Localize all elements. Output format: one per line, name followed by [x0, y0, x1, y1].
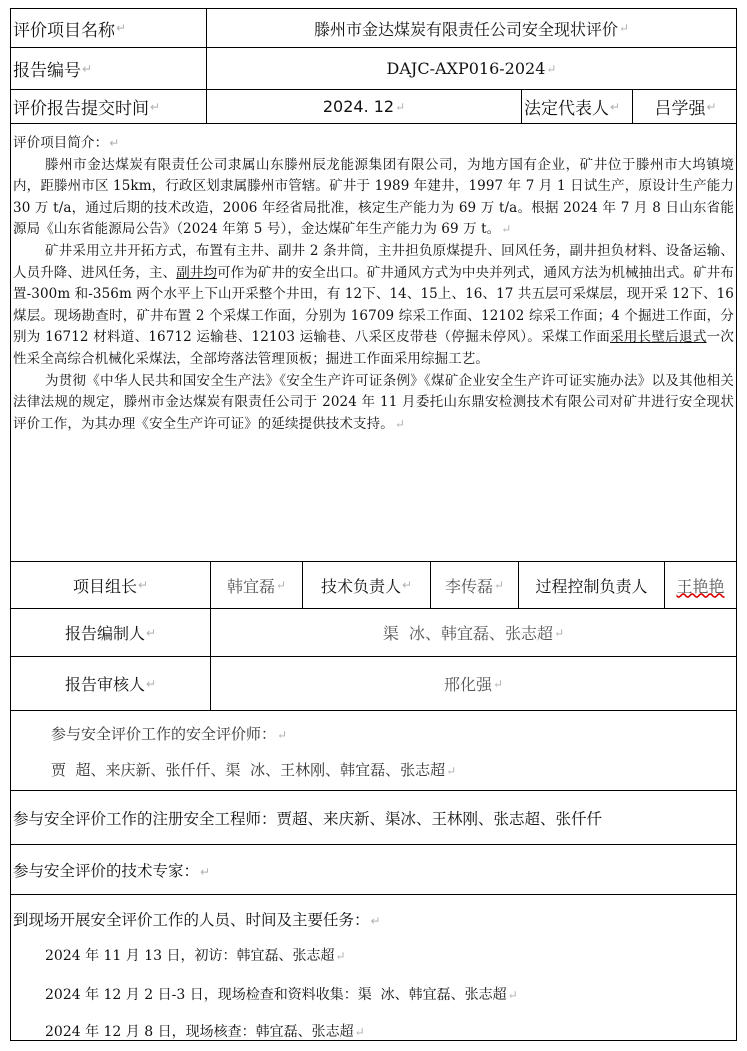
legal-rep-value: 吕学强 ↵ [654, 99, 717, 119]
leader-value: 韩宜磊 ↵ [211, 562, 303, 608]
engineers-section [11, 791, 736, 845]
submit-time-label: 评价报告提交时间 ↵ [11, 90, 207, 123]
experts-section [11, 845, 736, 895]
report-no-label: 报告编号 ↵ [11, 48, 207, 89]
engineers-text: 参与安全评价工作的注册安全工程师：贾超、来庆新、渠冰、王林刚、张志超、张仟仟 [13, 810, 603, 828]
site-visit-item: 2024 年 11 月 13 日，初访：韩宜磊、张志超↵ [45, 948, 346, 964]
intro-heading: 评价项目简介：↵ [13, 135, 120, 151]
row-project-name [11, 9, 736, 48]
intro-section [11, 124, 736, 562]
evaluators-section [11, 711, 736, 791]
submit-time-value: 2024. 12 ↵ [207, 90, 522, 123]
site-visit-section [11, 895, 736, 1040]
intro-paragraph-3: 为贯彻《中华人民共和国安全生产法》《安全生产许可证条例》《煤矿企业安全生产许可证实施办法》以及其他相关法律法规的规定，滕州市金达煤炭有限责任公司于 2024 年 11 月委托山东鼎安检测技术有限公司对矿井进行安全现状评价工作，为其办理《安全生产许可证》的延续提供技术支持。↵ [13, 372, 734, 432]
site-visit-heading: 到现场开展安全评价工作的人员、时间及主要任务：↵ [13, 911, 381, 929]
reviewer-value: 邢化强 ↵ [443, 675, 504, 694]
site-visit-item: 2024 年 12 月 8 日，现场核查：韩宜磊、张志超↵ [45, 1024, 365, 1040]
report-info-table [10, 8, 737, 1041]
tech-lead-label: 技术负责人 ↵ [303, 562, 431, 608]
evaluators-label: 参与安全评价工作的安全评价师：↵ [51, 725, 288, 743]
row-report-no [11, 48, 736, 90]
experts-text: 参与安全评价的技术专家：↵ [13, 862, 211, 880]
editor-value: 渠 冰、韩宜磊、张志超 ↵ [382, 624, 565, 643]
row-report-editor [11, 609, 736, 657]
row-report-reviewer [11, 657, 736, 711]
leader-label: 项目组长 ↵ [11, 562, 211, 608]
process-control-label: 过程控制负责人 [519, 562, 665, 608]
intro-paragraph-2: 矿井采用立井开拓方式，布置有主井、副井 2 条井筒，主井担负原煤提升、回风任务，副井担负材料、设备运输、人员升降、进风任务，主、副井均可作为矿井的安全出口。矿井通风方式为中央并列式，通风方法为机械抽出式。矿井布置-300m 和-356m 两个水平上下山开采整个井田，有 12下、14、15上、16、17 共五层可采煤层，现开采 12下、16 煤层。现场勘查时，矿井布置 2 个采煤工作面，分别为 16709 综采工作面、12102 综采工作面；4 个掘进工作面，分别为 16712 材料道、16712 运输巷、12103 运输巷、八采区皮带巷（停掘未停风）。采煤工作面采用长壁后退式一次性采全高综合机械化采煤法，全部垮落法管理顶板；掘进工作面采用综掘工艺。 [13, 242, 735, 367]
editor-label: 报告编制人 ↵ [11, 609, 211, 656]
row-submit-time [11, 90, 736, 124]
report-no-value: DAJC-AXP016-2024 ↵ [386, 59, 557, 78]
project-name-value: 滕州市金达煤炭有限责任公司安全现状评价 ↵ [313, 19, 630, 39]
site-visit-item: 2024 年 12 月 2 日-3 日，现场检查和资料收集：渠 冰、韩宜磊、张志超↵ [45, 987, 518, 1003]
reviewer-label: 报告审核人 ↵ [11, 657, 211, 710]
legal-rep-label: 法定代表人 ↵ [522, 90, 633, 123]
evaluators-names: 贾 超、来庆新、张仟仟、渠 冰、王林刚、韩宜磊、张志超↵ [51, 761, 457, 779]
row-team-leads [11, 562, 736, 609]
tech-lead-value: 李传磊 ↵ [431, 562, 519, 608]
project-name-label: 评价项目名称 ↵ [11, 9, 207, 47]
intro-paragraph-1: 滕州市金达煤炭有限责任公司隶属山东滕州辰龙能源集团有限公司，为地方国有企业，矿井位于滕州市大坞镇境内，距滕州市区 15km，行政区划隶属滕州市管辖。矿井于 1989 年建井，1997 年 7 月 1 日试生产，原设计生产能力 30 万 t/a，通过后期的技术改造，2006 年经省局批准，核定生产能力为 69 万 t/a。根据 2024 年 7 月 8 日山东省能源局《山东省能源局公告》（2024 年第 5 号），金达煤矿年生产能力为 69 万 t。↵ [13, 156, 734, 238]
process-control-value: 王艳艳 [676, 576, 725, 596]
